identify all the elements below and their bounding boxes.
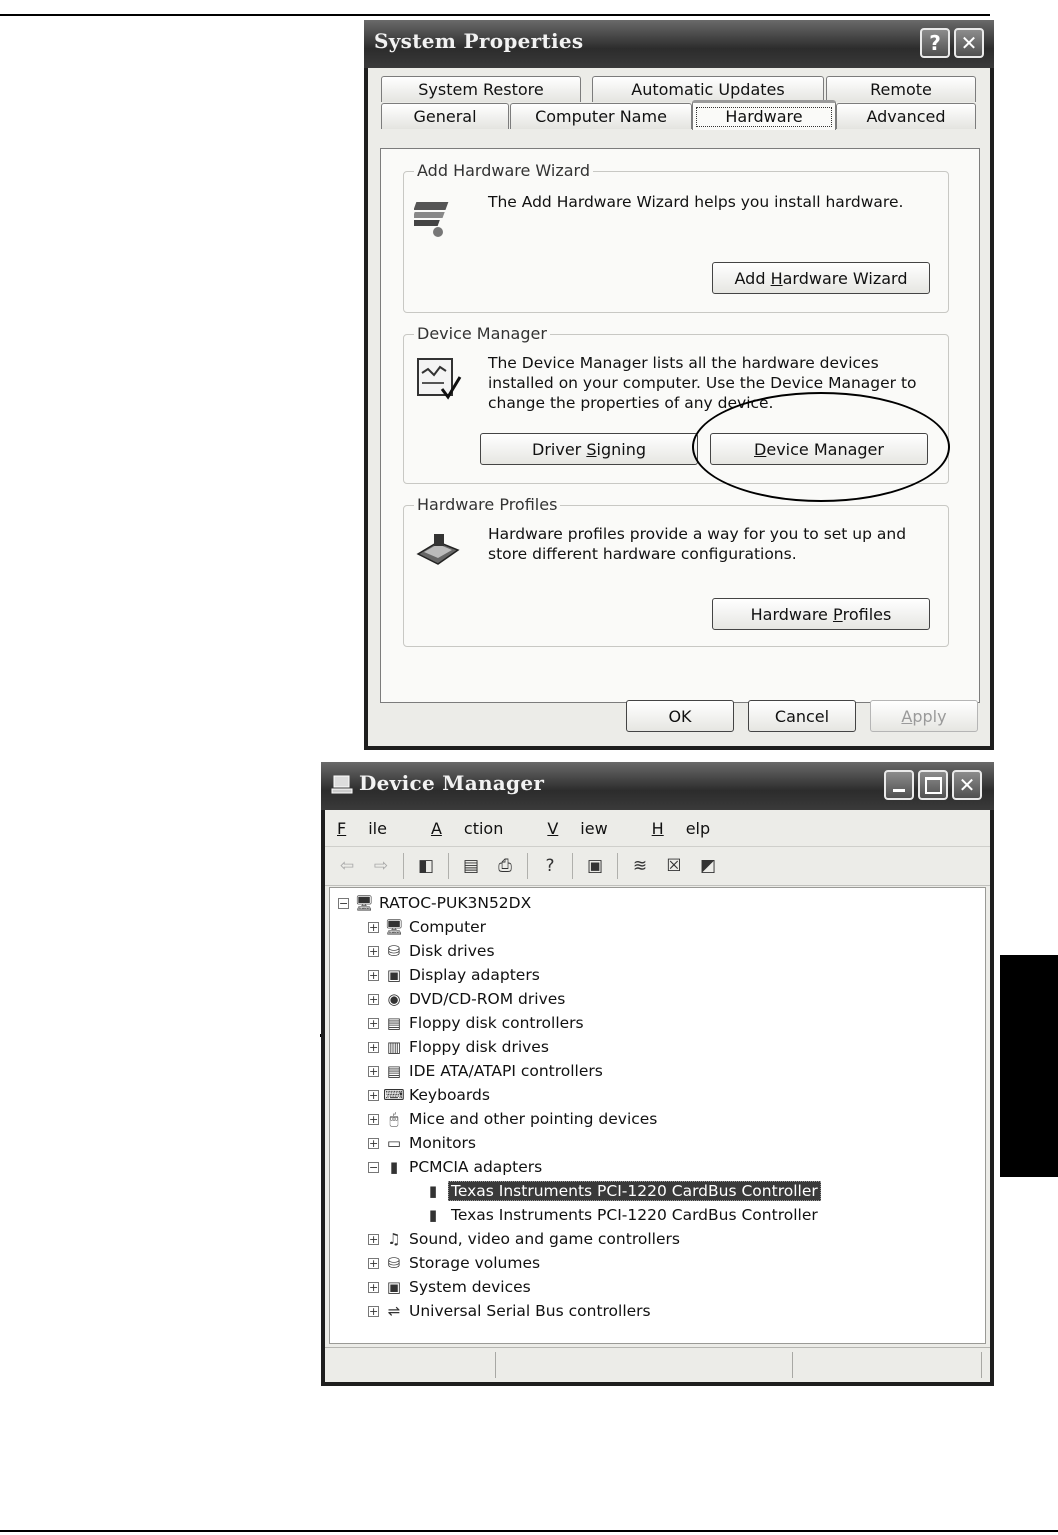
tree-label: PCMCIA adapters <box>409 1158 543 1176</box>
accelerator-key: S <box>586 439 597 459</box>
expand-icon[interactable]: + <box>369 1112 379 1126</box>
cd-drive-icon: ◉ <box>387 990 401 1008</box>
tree-item-floppy-drives[interactable] <box>368 1035 549 1059</box>
scan-hardware-icon[interactable]: ▣ <box>586 856 604 876</box>
status-cell <box>325 1352 496 1378</box>
maximize-button[interactable] <box>918 770 948 800</box>
device-manager-group <box>403 324 949 484</box>
tree-item-computer[interactable] <box>368 915 486 939</box>
print-icon[interactable]: ⎙ <box>498 856 512 876</box>
tree-item-pcmcia-adapters[interactable] <box>368 1155 542 1179</box>
system-properties-titlebar[interactable] <box>364 20 994 68</box>
menu-help[interactable] <box>652 819 732 838</box>
minimize-icon <box>893 789 905 792</box>
tree-label: Sound, video and game controllers <box>409 1230 680 1248</box>
storage-volume-icon: ⛁ <box>387 1254 401 1272</box>
tree-item-system-devices[interactable] <box>368 1275 531 1299</box>
system-properties-body <box>368 68 990 746</box>
pcmcia-icon: ▮ <box>389 1158 399 1176</box>
tree-label: IDE ATA/ATAPI controllers <box>409 1062 603 1080</box>
disk-drive-icon: ⛁ <box>387 942 401 960</box>
expand-icon[interactable]: + <box>369 944 379 958</box>
monitor-icon: ▭ <box>386 1134 402 1152</box>
close-icon: ✕ <box>960 31 978 55</box>
accelerator-key: V <box>547 818 559 838</box>
expand-icon[interactable]: + <box>369 1088 379 1102</box>
display-adapter-icon: ▣ <box>386 966 402 984</box>
button-text: igning <box>596 439 646 459</box>
usb-icon: ⇌ <box>387 1302 401 1320</box>
tree-label: Computer <box>409 918 487 936</box>
tree-item-sound[interactable] <box>368 1227 680 1251</box>
pcmcia-icon: ▮ <box>428 1206 438 1224</box>
tree-label: RATOC-PUK3N52DX <box>379 894 532 912</box>
tree-label: Universal Serial Bus controllers <box>409 1302 651 1320</box>
tab-system-restore[interactable] <box>381 76 581 102</box>
help-button[interactable] <box>920 28 950 58</box>
tab-label: Remote <box>870 80 932 99</box>
update-driver-icon[interactable]: ≋ <box>632 856 648 876</box>
menu-file[interactable] <box>337 819 409 838</box>
hardware-profiles-group <box>403 495 949 647</box>
menu-label: ction <box>463 818 504 838</box>
maximize-icon <box>925 777 942 794</box>
tree-item-floppy-controllers[interactable] <box>368 1011 584 1035</box>
disable-device-icon[interactable]: ◩ <box>699 856 717 876</box>
tab-general[interactable] <box>381 103 509 129</box>
hardware-profiles-button[interactable] <box>712 598 930 630</box>
page-top-rule <box>0 14 990 16</box>
expand-icon[interactable]: + <box>369 1280 379 1294</box>
tree-label: Texas Instruments PCI-1220 CardBus Controller <box>448 1181 821 1201</box>
button-text: Add <box>734 268 771 288</box>
expand-icon[interactable]: + <box>369 1136 379 1150</box>
tree-item-cardbus-controller[interactable] <box>424 1203 821 1227</box>
system-device-icon: ▣ <box>386 1278 402 1296</box>
toolbar-separator <box>617 853 618 879</box>
menu-label: ile <box>368 818 387 838</box>
floppy-drive-icon: ▥ <box>386 1038 402 1056</box>
ide-controller-icon: ▤ <box>386 1062 402 1080</box>
menu-label: iew <box>580 818 608 838</box>
group-legend: Hardware Profiles <box>414 495 560 514</box>
minimize-button[interactable] <box>884 770 914 800</box>
properties-icon[interactable]: ▤ <box>462 856 480 876</box>
tab-label: System Restore <box>418 80 544 99</box>
expand-icon[interactable]: + <box>369 968 379 982</box>
apply-button[interactable] <box>870 700 978 732</box>
tree-item-storage-volumes[interactable] <box>368 1251 540 1275</box>
accelerator-key: D <box>754 439 767 459</box>
tree-label: Floppy disk controllers <box>409 1014 584 1032</box>
tab-computer-name[interactable] <box>510 103 692 129</box>
button-text: Driver <box>532 439 587 459</box>
window-title: Device Manager <box>359 771 545 795</box>
tab-label: Computer Name <box>535 107 667 126</box>
accelerator-key: A <box>430 818 442 838</box>
accelerator-key: H <box>770 268 783 288</box>
status-cell <box>793 1352 982 1378</box>
tree-label: Storage volumes <box>409 1254 541 1272</box>
mouse-icon: 🖱 <box>389 1110 399 1128</box>
button-text: OK <box>668 706 692 726</box>
device-tree[interactable] <box>329 887 986 1344</box>
side-thumb-tab <box>1000 955 1058 1177</box>
ok-button[interactable] <box>626 700 734 732</box>
tab-remote[interactable] <box>826 76 976 102</box>
toolbar-separator <box>448 853 449 879</box>
tree-item-display-adapters[interactable] <box>368 963 540 987</box>
button-text: ardware Wizard <box>782 268 908 288</box>
hardware-profiles-icon <box>414 524 462 572</box>
floppy-controller-icon: ▤ <box>386 1014 402 1032</box>
tree-item-monitors[interactable] <box>368 1131 476 1155</box>
add-hardware-wizard-button[interactable] <box>712 262 930 294</box>
device-manager-window <box>321 762 994 1386</box>
show-hide-console-tree-icon[interactable]: ◧ <box>417 856 435 876</box>
tree-label: System devices <box>409 1278 531 1296</box>
tree-label: Keyboards <box>409 1086 490 1104</box>
toolbar-separator <box>527 853 528 879</box>
tree-label: DVD/CD-ROM drives <box>409 990 566 1008</box>
tree-label: Floppy disk drives <box>409 1038 549 1056</box>
tree-root[interactable] <box>338 891 531 915</box>
help-icon[interactable]: ? <box>545 856 555 876</box>
menu-action[interactable] <box>431 819 525 838</box>
tree-item-disk-drives[interactable] <box>368 939 495 963</box>
expand-icon[interactable]: + <box>369 992 379 1006</box>
expand-icon[interactable]: + <box>369 1064 379 1078</box>
close-button[interactable] <box>954 28 984 58</box>
button-text: rofiles <box>842 604 892 624</box>
expand-icon[interactable]: + <box>369 1040 379 1054</box>
tree-label: Monitors <box>409 1134 476 1152</box>
computer-icon <box>331 775 353 795</box>
expand-icon[interactable]: + <box>369 1304 379 1318</box>
tab-label: Hardware <box>696 107 831 127</box>
device-manager-titlebar[interactable] <box>321 762 994 810</box>
tree-item-dvd-cdrom[interactable] <box>368 987 565 1011</box>
tab-hardware[interactable] <box>692 100 836 130</box>
add-hardware-wizard-icon <box>414 192 462 240</box>
hardware-tab-panel <box>380 148 980 703</box>
tree-item-keyboards[interactable] <box>368 1083 490 1107</box>
toolbar <box>325 847 990 886</box>
help-icon: ? <box>929 31 941 55</box>
menu-bar <box>325 810 990 847</box>
status-cell <box>496 1352 793 1378</box>
collapse-icon[interactable]: − <box>339 896 349 910</box>
keyboard-icon: ⌨ <box>383 1086 405 1104</box>
expand-icon[interactable]: + <box>369 1232 379 1246</box>
accelerator-key: F <box>337 818 347 838</box>
tab-label: General <box>413 107 477 126</box>
computer-icon: 🖥 <box>384 918 404 936</box>
driver-signing-button[interactable] <box>480 433 698 465</box>
page-bottom-rule <box>0 1530 1058 1532</box>
system-properties-window <box>364 20 994 750</box>
expand-icon[interactable]: + <box>369 1016 379 1030</box>
tree-label: Texas Instruments PCI-1220 CardBus Controller <box>451 1206 818 1224</box>
hardware-profiles-description: Hardware profiles provide a way for you to set up and store different hardware configurations. <box>488 525 907 563</box>
accelerator-key: P <box>832 604 843 624</box>
toolbar-separator <box>403 853 404 879</box>
device-manager-icon <box>414 355 462 403</box>
device-manager-body <box>325 810 990 1382</box>
device-manager-button[interactable] <box>710 433 928 465</box>
expand-icon[interactable]: + <box>369 1256 379 1270</box>
close-icon: ✕ <box>958 773 976 797</box>
forward-arrow-icon[interactable]: ⇨ <box>373 856 389 876</box>
collapse-icon[interactable]: − <box>369 1160 379 1174</box>
group-legend: Device Manager <box>414 324 550 343</box>
sound-icon: ♫ <box>387 1230 401 1248</box>
tree-item-usb-controllers[interactable] <box>368 1299 651 1323</box>
back-arrow-icon[interactable]: ⇦ <box>339 856 355 876</box>
computer-icon: 🖥 <box>354 894 374 912</box>
button-text: Hardware <box>750 604 833 624</box>
toolbar-separator <box>572 853 573 879</box>
button-text: pply <box>912 706 947 726</box>
tree-item-mice[interactable] <box>368 1107 657 1131</box>
tab-label: Advanced <box>866 107 946 126</box>
uninstall-icon[interactable]: ☒ <box>666 856 682 876</box>
add-hardware-description: The Add Hardware Wizard helps you install hardware. <box>488 193 904 211</box>
add-hardware-group <box>403 161 949 313</box>
tree-label: Disk drives <box>409 942 495 960</box>
tab-automatic-updates[interactable] <box>592 76 824 102</box>
button-text: Cancel <box>774 706 830 726</box>
group-legend: Add Hardware Wizard <box>414 161 593 180</box>
cancel-button[interactable] <box>748 700 856 732</box>
device-manager-description: The Device Manager lists all the hardware devices installed on your computer. Use the Device Manager to change the properties of any device. <box>488 354 917 412</box>
menu-view[interactable] <box>547 819 629 838</box>
window-title: System Properties <box>374 29 584 53</box>
tree-item-ide-controllers[interactable] <box>368 1059 603 1083</box>
tree-label: Mice and other pointing devices <box>409 1110 658 1128</box>
close-button[interactable] <box>952 770 982 800</box>
button-text: evice Manager <box>766 439 884 459</box>
tab-label: Automatic Updates <box>631 80 785 99</box>
tree-label: Display adapters <box>409 966 540 984</box>
tree-item-cardbus-controller[interactable] <box>424 1179 821 1203</box>
accelerator-key: H <box>651 818 664 838</box>
status-bar <box>325 1347 990 1382</box>
accelerator-key: A <box>901 706 913 726</box>
menu-label: elp <box>685 818 711 838</box>
tab-advanced[interactable] <box>836 103 976 129</box>
expand-icon[interactable]: + <box>369 920 379 934</box>
pcmcia-icon: ▮ <box>428 1182 438 1200</box>
